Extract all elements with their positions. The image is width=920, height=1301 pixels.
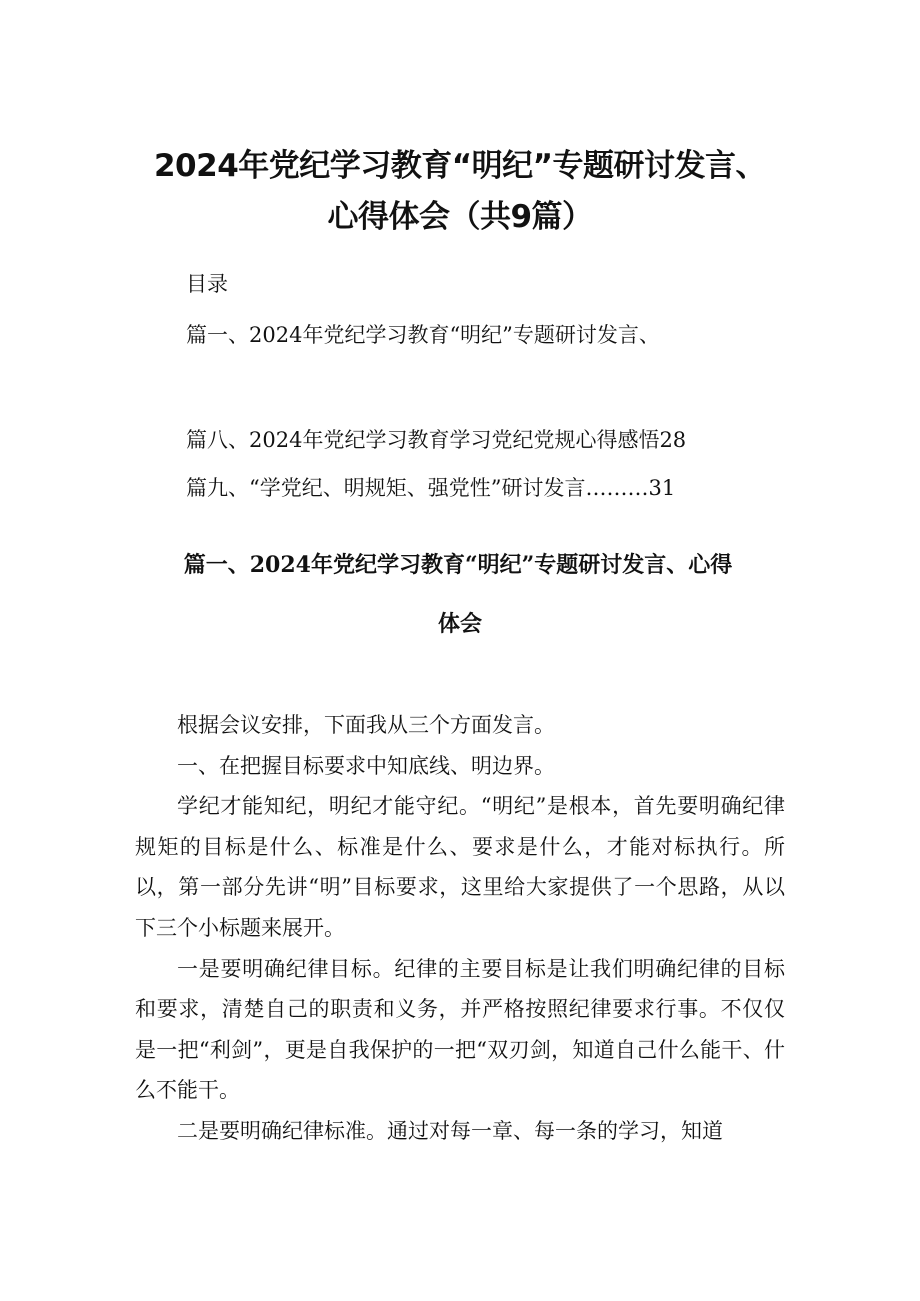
toc-heading: 目录 (186, 272, 228, 296)
document-title-line-1: 2024年党纪学习教育“明纪”专题研讨发言、 (153, 148, 767, 184)
section-heading-line-2: 体会 (437, 611, 482, 637)
section-heading-line-1: 篇一、2024年党纪学习教育“明纪”专题研讨发言、心得 (183, 552, 733, 578)
body-paragraph: 一、在把握目标要求中知底线、明边界。 (177, 753, 555, 778)
toc-item[interactable]: 篇八、2024年党纪学习教育学习党纪党规心得感悟28 (186, 428, 687, 452)
document-title-line-2: 心得体会（共9篇） (327, 199, 593, 235)
body-paragraph: 根据会议安排，下面我从三个方面发言。 (177, 713, 555, 737)
section-body (135, 705, 785, 1152)
toc-item[interactable]: 篇九、“学党纪、明规矩、强党性”研讨发言………31 (186, 476, 676, 500)
toc-item[interactable]: 篇一、2024年党纪学习教育“明纪”专题研讨发言、 (186, 323, 660, 347)
body-paragraph: 一是要明确纪律目标。纪律的主要目标是让我们明确纪律的目标和要求，清楚自己的职责和义务，并严格按照纪律要求行事。不仅仅是一把“利剑”，更是自我保护的一把“双刃剑，知道自己什么能干、什么不能干。 (135, 956, 785, 1103)
body-paragraph: 学纪才能知纪，明纪才能守纪。“明纪”是根本，首先要明确纪律规矩的目标是什么、标准是什么、要求是什么，才能对标执行。所以，第一部分先讲“明”目标要求，这里给大家提供了一个思路，从以下三个小标题来展开。 (135, 794, 785, 940)
body-paragraph: 二是要明确纪律标准。通过对每一章、每一条的学习，知道 (177, 1118, 723, 1143)
